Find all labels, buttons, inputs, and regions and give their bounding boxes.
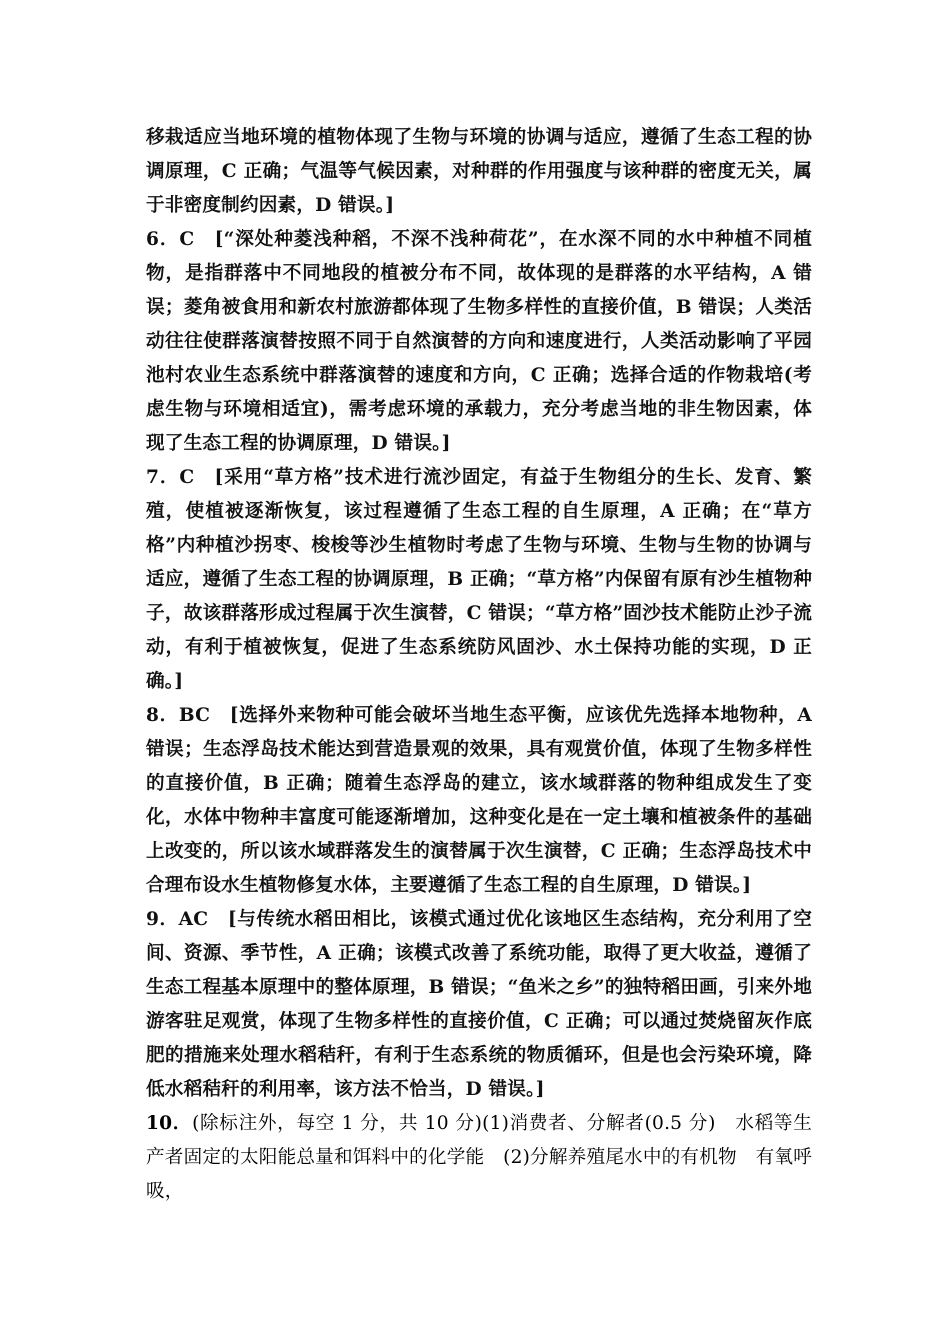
answer-10-text: (除标注外，每空 1 分，共 10 分)(1)消费者、分解者(0.5 分) 水稻等生产者固定的太阳能总量和饵料中的化学能 (2)分解养殖尾水中的有机物 有氧呼吸， — [146, 1113, 812, 1202]
answer-10-number: 10． — [146, 1113, 193, 1134]
answer-7: 7．C [采用“草方格”技术进行流沙固定，有益于生物组分的生长、发育、繁殖，使植被逐渐恢复，该过程遵循了生态工程的自生原理，A 正确；在“草方格”内种植沙拐枣、梭梭等沙生植物时考虑了生物与环境、生物与生物的协调与适应，遵循了生态工程的协调原理，B 正确；“草方格”内保留有原有沙生植物种子，故该群落形成过程属于次生演替，C 错误；“草方格”固沙技术能防止沙子流动，有利于植被恢复，促进了生态系统防风固沙、水土保持功能的实现，D 正确。] — [146, 467, 812, 692]
answer-8: 8．BC [选择外来物种可能会破坏当地生态平衡，应该优先选择本地物种，A 错误；生态浮岛技术能达到营造景观的效果，具有观赏价值，体现了生物多样性的直接价值，B 正确；随着生态浮岛的建立，该水域群落的物种组成发生了变化，水体中物种丰富度可能逐渐增加，这种变化是在一定土壤和植被条件的基础上改变的，所以该水域群落发生的演替属于次生演替，C 正确；生态浮岛技术中合理布设水生植物修复水体，主要遵循了生态工程的自生原理，D 错误。] — [146, 705, 812, 896]
answer-5-continued: 移栽适应当地环境的植物体现了生物与环境的协调与适应，遵循了生态工程的协调原理，C 正确；气温等气候因素，对种群的作用强度与该种群的密度无关，属于非密度制约因素，D 错误。] — [146, 127, 812, 216]
answer-6: 6．C [“深处种菱浅种稻，不深不浅种荷花”，在水深不同的水中种植不同植物，是指群落中不同地段的植被分布不同，故体现的是群落的水平结构，A 错误；菱角被食用和新农村旅游都体现了生物多样性的直接价值，B 错误；人类活动往往使群落演替按照不同于自然演替的方向和速度进行，人类活动影响了平园池村农业生态系统中群落演替的速度和方向，C 正确；选择合适的作物栽培(考虑生物与环境相适宜)，需考虑环境的承载力，充分考虑当地的非生物因素，体现了生态工程的协调原理，D 错误。] — [146, 229, 812, 454]
answer-9: 9．AC [与传统水稻田相比，该模式通过优化该地区生态结构，充分利用了空间、资源、季节性，A 正确；该模式改善了系统功能，取得了更大收益，遵循了生态工程基本原理中的整体原理，B 错误；“鱼米之乡”的独特稻田画，引来外地游客驻足观赏，体现了生物多样性的直接价值，C 正确；可以通过焚烧留灰作底肥的措施来处理水稻秸秆，有利于生态系统的物质循环，但是也会污染环境，降低水稻秸秆的利用率，该方法不恰当，D 错误。] — [146, 909, 812, 1100]
answer-page — [146, 121, 812, 1209]
answer-10 — [146, 1107, 812, 1209]
